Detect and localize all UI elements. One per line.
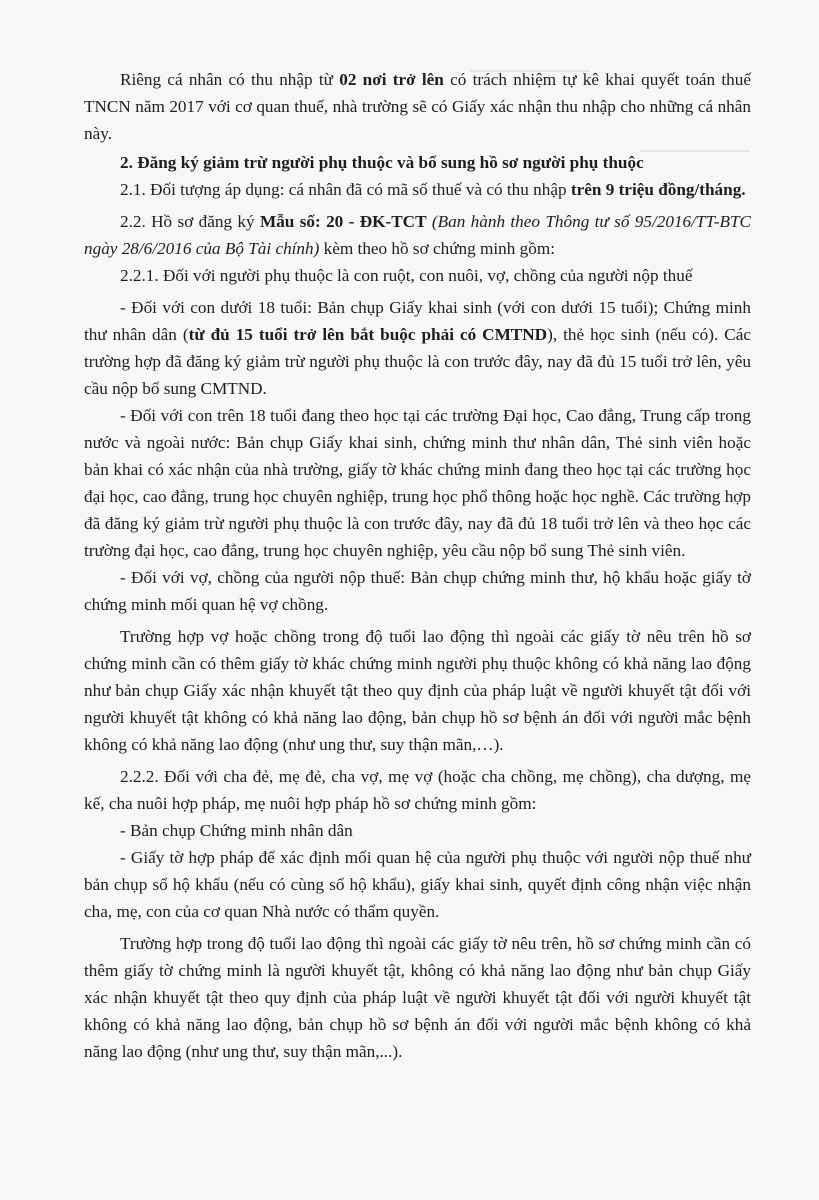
paragraph-2-2-1: 2.2.1. Đối với người phụ thuộc là con ruột, con nuôi, vợ, chồng của người nộp thuế [120,266,693,285]
paragraph-spouse-working-age: Trường hợp vợ hoặc chồng trong độ tuổi lao động thì ngoài các giấy tờ nêu trên hồ sơ chứng minh cần có thêm giấy tờ khác chứng minh người phụ thuộc không có khả năng lao động như bản chụp Giấy xác nhận khuyết tật theo quy định của pháp luật về người khuyết tật đối với người khuyết tật không có khả năng lao động, bản chụp hồ sơ bệnh án đối với người mắc bệnh không có khả năng lao động (như ung thư, suy thận mãn,…). [84,627,751,754]
text: ), thẻ học sinh (nếu có). Các trường hợp đã đăng ký giảm trừ người phụ thuộc là con trước đây, nay đã đủ 15 tuổi trở lên, yêu cầu nộp bổ sung CMTND. [84,325,751,398]
bullet-under-18 [84,294,751,402]
text: Riêng cá nhân có thu nhập từ [120,70,340,89]
form-number: Mẫu số: 20 - ĐK-TCT [259,212,427,231]
text: kèm theo hồ sơ chứng minh gồm: [319,239,555,258]
emphasis: trên 9 triệu đồng/tháng. [570,180,746,199]
show-through-mark [470,70,590,86]
paragraph-parents-working-age: Trường hợp trong độ tuổi lao động thì ngoài các giấy tờ nêu trên, hồ sơ chứng minh cần có thêm giấy tờ chứng minh là người khuyết tật, không có khả năng lao động như bản chụp Giấy xác nhận khuyết tật theo quy định của pháp luật về người khuyết tật đối với người khuyết tật không có khả năng lao động, bản chụp hồ sơ bệnh án đối với người mắc bệnh không có khả năng lao động (như ung thư, suy thận mãn,...). [84,934,751,1061]
text: 2.2. Hồ sơ đăng ký [120,212,260,231]
show-through-mark [640,150,750,162]
paragraph-2-2-2: 2.2.2. Đối với cha đẻ, mẹ đẻ, cha vợ, mẹ vợ (hoặc cha chồng, mẹ chồng), cha dượng, mẹ kế, cha nuôi hợp pháp, mẹ nuôi hợp pháp hồ sơ chứng minh gồm: [84,767,751,813]
paragraph-2-1 [84,176,751,203]
bullet-legal-papers: - Giấy tờ hợp pháp để xác định mối quan hệ của người phụ thuộc với người nộp thuế như bản chụp sổ hộ khẩu (nếu có cùng sổ hộ khẩu), giấy khai sinh, quyết định công nhận việc nhận cha, mẹ, con của cơ quan Nhà nước có thẩm quyền. [84,848,751,921]
emphasis: 02 nơi trở lên [339,70,444,89]
citation: (Ban hành theo Thông tư số 95/2016/TT-BTC ngày 28/6/2016 của Bộ Tài chính) [84,212,751,258]
text: - Đối với con dưới 18 tuổi: Bản chụp Giấy khai sinh (với con dưới 15 tuổi); Chứng minh thư nhân dân ( [84,298,751,344]
bullet-id-copy: - Bản chụp Chứng minh nhân dân [120,821,353,840]
section-heading-2: 2. Đăng ký giảm trừ người phụ thuộc và bổ sung hồ sơ người phụ thuộc [120,153,644,172]
text: có trách nhiệm tự kê khai quyết toán thuế TNCN năm 2017 với cơ quan thuế, nhà trường sẽ có Giấy xác nhận thu nhập cho những cá nhân này. [84,70,751,143]
emphasis: từ đủ 15 tuổi trở lên bắt buộc phải có CMTND [188,325,548,344]
paragraph-income-sources [84,66,751,147]
bullet-over-18: - Đối với con trên 18 tuổi đang theo học tại các trường Đại học, Cao đẳng, Trung cấp trong nước và ngoài nước: Bản chụp Giấy khai sinh, chứng minh thư nhân dân, Thẻ sinh viên hoặc bản khai có xác nhận của nhà trường, giấy tờ khác chứng minh đang theo học tại các trường học đại học, cao đẳng, trung học chuyên nghiệp, trung học phổ thông hoặc học nghề. Các trường hợp đã đăng ký giảm trừ người phụ thuộc là con trước đây, nay đã đủ 18 tuổi trở lên và theo học các trường đại học, cao đẳng, trung học chuyên nghiệp, yêu cầu nộp bổ sung Thẻ sinh viên. [84,406,751,560]
paragraph-2-2 [84,208,751,262]
bullet-spouse: - Đối với vợ, chồng của người nộp thuế: Bản chụp chứng minh thư, hộ khẩu hoặc giấy tờ chứng minh mối quan hệ vợ chồng. [84,568,751,614]
text: 2.1. Đối tượng áp dụng: cá nhân đã có mã số thuế và có thu nhập [120,180,571,199]
